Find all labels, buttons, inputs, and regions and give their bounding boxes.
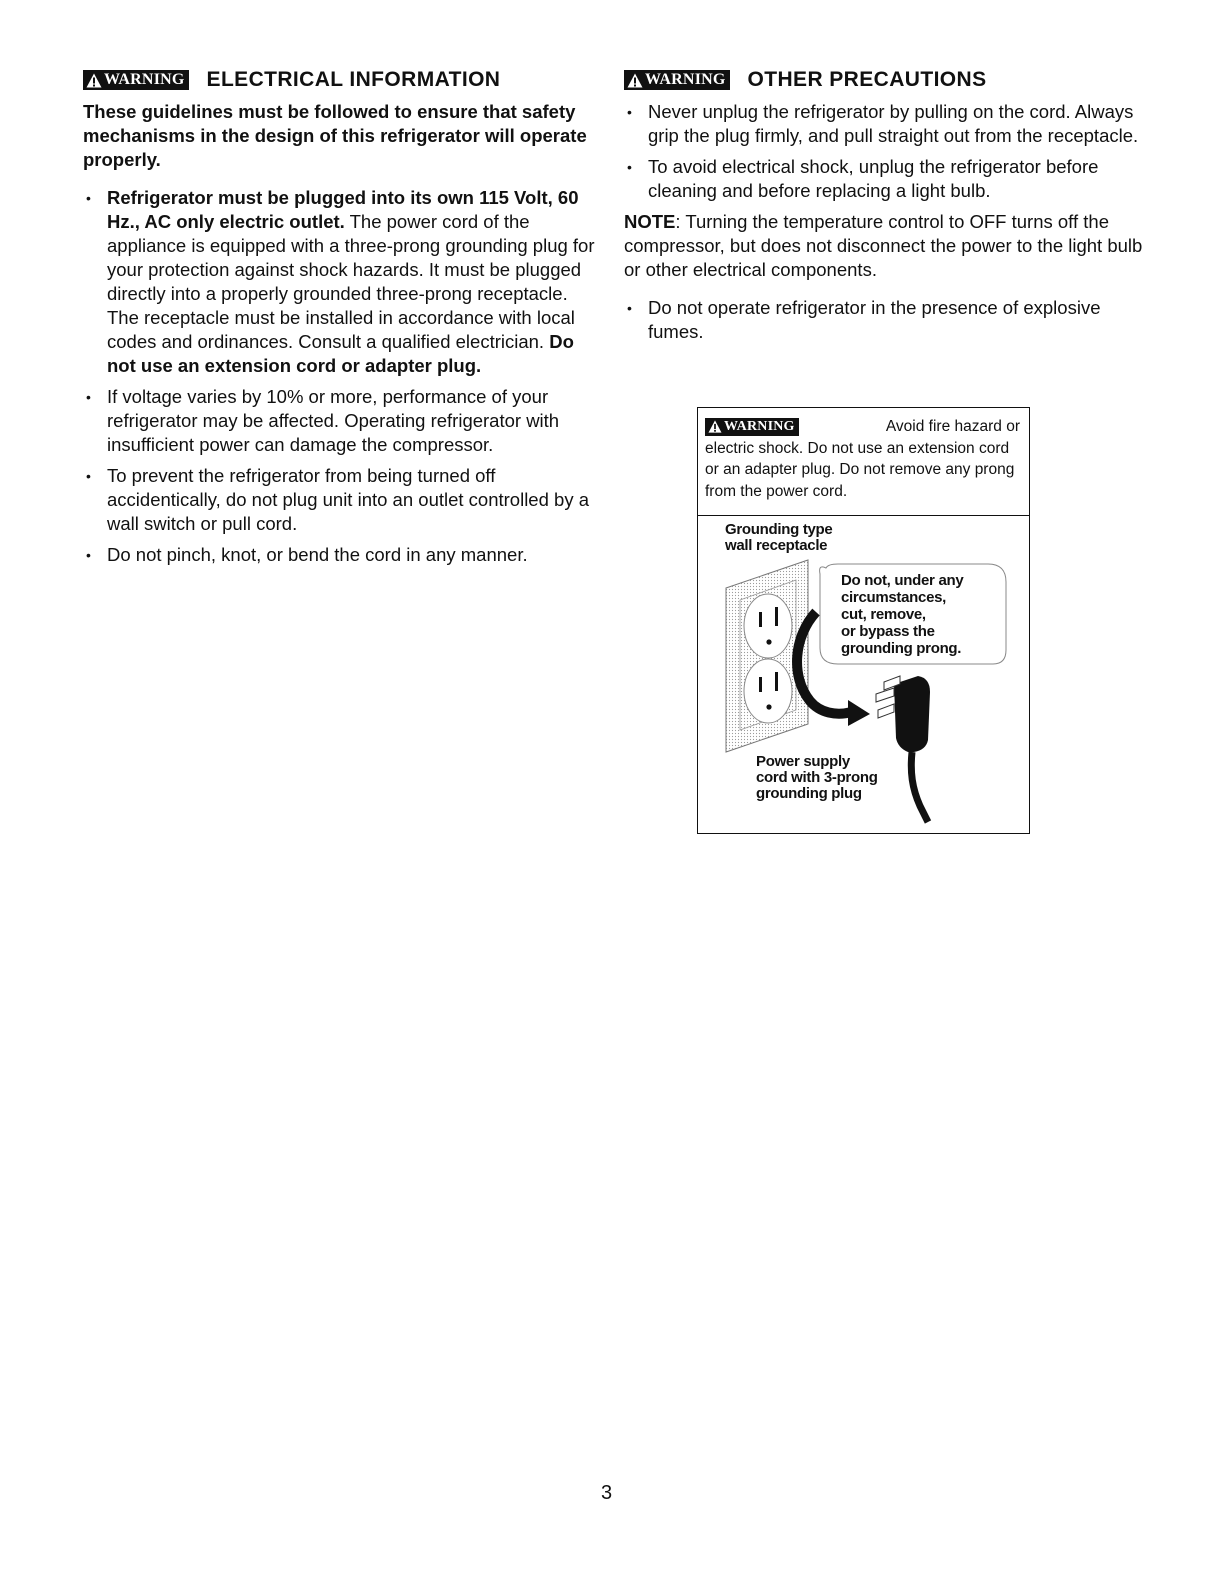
bullet-item — [83, 464, 603, 536]
warning-box-rest-text: electric shock. Do not use an extension cord or an adapter plug. Do not remove any prong from the power cord. — [705, 439, 1015, 500]
bullet-list — [83, 186, 603, 567]
bullet-list — [624, 100, 1144, 203]
grounding-plug-illustration — [698, 516, 1028, 832]
receptacle-label-line: Grounding type — [725, 521, 833, 538]
callout-line: Do not, under any — [841, 572, 964, 589]
receptacle-label-line: wall receptacle — [725, 537, 828, 554]
bullet-icon: • — [86, 190, 91, 206]
cord-label — [756, 754, 878, 802]
lower-outlet — [744, 659, 792, 723]
bullet-item — [83, 186, 603, 378]
warning-triangle-icon — [86, 73, 102, 88]
warning-triangle-icon — [627, 73, 643, 88]
warning-badge — [705, 418, 799, 436]
bullet-text: To prevent the refrigerator from being turned off accidentically, do not plug unit into an outlet controlled by a wall switch or pull cord. — [107, 465, 589, 534]
bullet-bold-text: Refrigerator must be plugged into its own 115 Volt, 60 Hz., AC only electric outlet. — [107, 187, 579, 232]
receptacle-label — [725, 522, 832, 554]
bullet-text: Do not pinch, knot, or bend the cord in any manner. — [107, 544, 528, 565]
bullet-icon: • — [86, 547, 91, 563]
callout-line: grounding prong. — [841, 640, 962, 657]
warning-badge — [83, 70, 189, 90]
warning-badge-label: WARNING — [724, 418, 795, 434]
warning-box — [697, 407, 1030, 834]
note-paragraph — [624, 210, 1144, 282]
bullet-list — [624, 296, 1144, 344]
bullet-item — [83, 543, 603, 567]
bullet-text: The power cord of the appliance is equipped with a three-prong grounding plug for your protection against shock hazards. It must be plugged directly into a properly grounded three-prong receptacle. The receptacle must be installed in accordance with local codes and ordinances. Consult a qualified electrician. — [107, 211, 595, 352]
bullet-text: Do not operate refrigerator in the presence of explosive fumes. — [648, 297, 1101, 342]
warning-box-first-text: Avoid fire hazard or — [885, 418, 1020, 435]
power-cord — [911, 752, 928, 822]
callout-line: circumstances, — [841, 589, 947, 606]
callout-line: or bypass the — [841, 623, 935, 640]
bullet-item — [624, 296, 1144, 344]
warning-badge-label: WARNING — [645, 71, 726, 88]
cord-label-line: Power supply — [756, 753, 850, 770]
callout-line: cut, remove, — [841, 606, 926, 623]
warning-badge-label: WARNING — [104, 71, 185, 88]
bullet-text: If voltage varies by 10% or more, performance of your refrigerator may be affected. Operating refrigerator with insufficient power can damage the compressor. — [107, 386, 560, 455]
warning-badge — [624, 70, 730, 90]
section-title: OTHER PRECAUTIONS — [747, 68, 987, 91]
bullet-item — [624, 100, 1144, 148]
cord-label-line: cord with 3-prong — [756, 769, 878, 786]
bullet-icon: • — [86, 468, 91, 484]
callout-text — [841, 572, 963, 657]
bullet-item — [83, 385, 603, 457]
note-label: NOTE — [624, 211, 676, 232]
section-header — [83, 68, 603, 92]
section-header — [624, 68, 1144, 92]
upper-outlet — [744, 594, 792, 658]
bullet-icon: • — [627, 159, 632, 175]
bullet-icon: • — [86, 389, 91, 405]
bullet-text: Never unplug the refrigerator by pulling on the cord. Always grip the plug firmly, and pull straight out from the receptacle. — [648, 101, 1139, 146]
warning-triangle-icon — [708, 420, 722, 433]
intro-paragraph: These guidelines must be followed to ensure that safety mechanisms in the design of this refrigerator will operate properly. — [83, 101, 587, 170]
electrical-information-section — [83, 68, 603, 574]
cord-label-line: grounding plug — [756, 785, 862, 802]
bullet-icon: • — [627, 104, 632, 120]
warning-box-first-line — [705, 416, 1020, 438]
page-number: 3 — [600, 1482, 613, 1504]
bullet-icon: • — [627, 300, 632, 316]
plug-body — [894, 676, 930, 752]
bullet-bold-text: Do not use an extension cord or adapter plug. — [107, 331, 574, 376]
note-text: : Turning the temperature control to OFF turns off the compressor, but does not disconnect the power to the light bulb or other electrical components. — [624, 211, 1143, 280]
section-title: ELECTRICAL INFORMATION — [206, 68, 501, 91]
bullet-item — [624, 155, 1144, 203]
other-precautions-section — [624, 68, 1144, 351]
warning-box-text — [698, 408, 1029, 516]
bullet-text: To avoid electrical shock, unplug the refrigerator before cleaning and before replacing a light bulb. — [648, 156, 1099, 201]
